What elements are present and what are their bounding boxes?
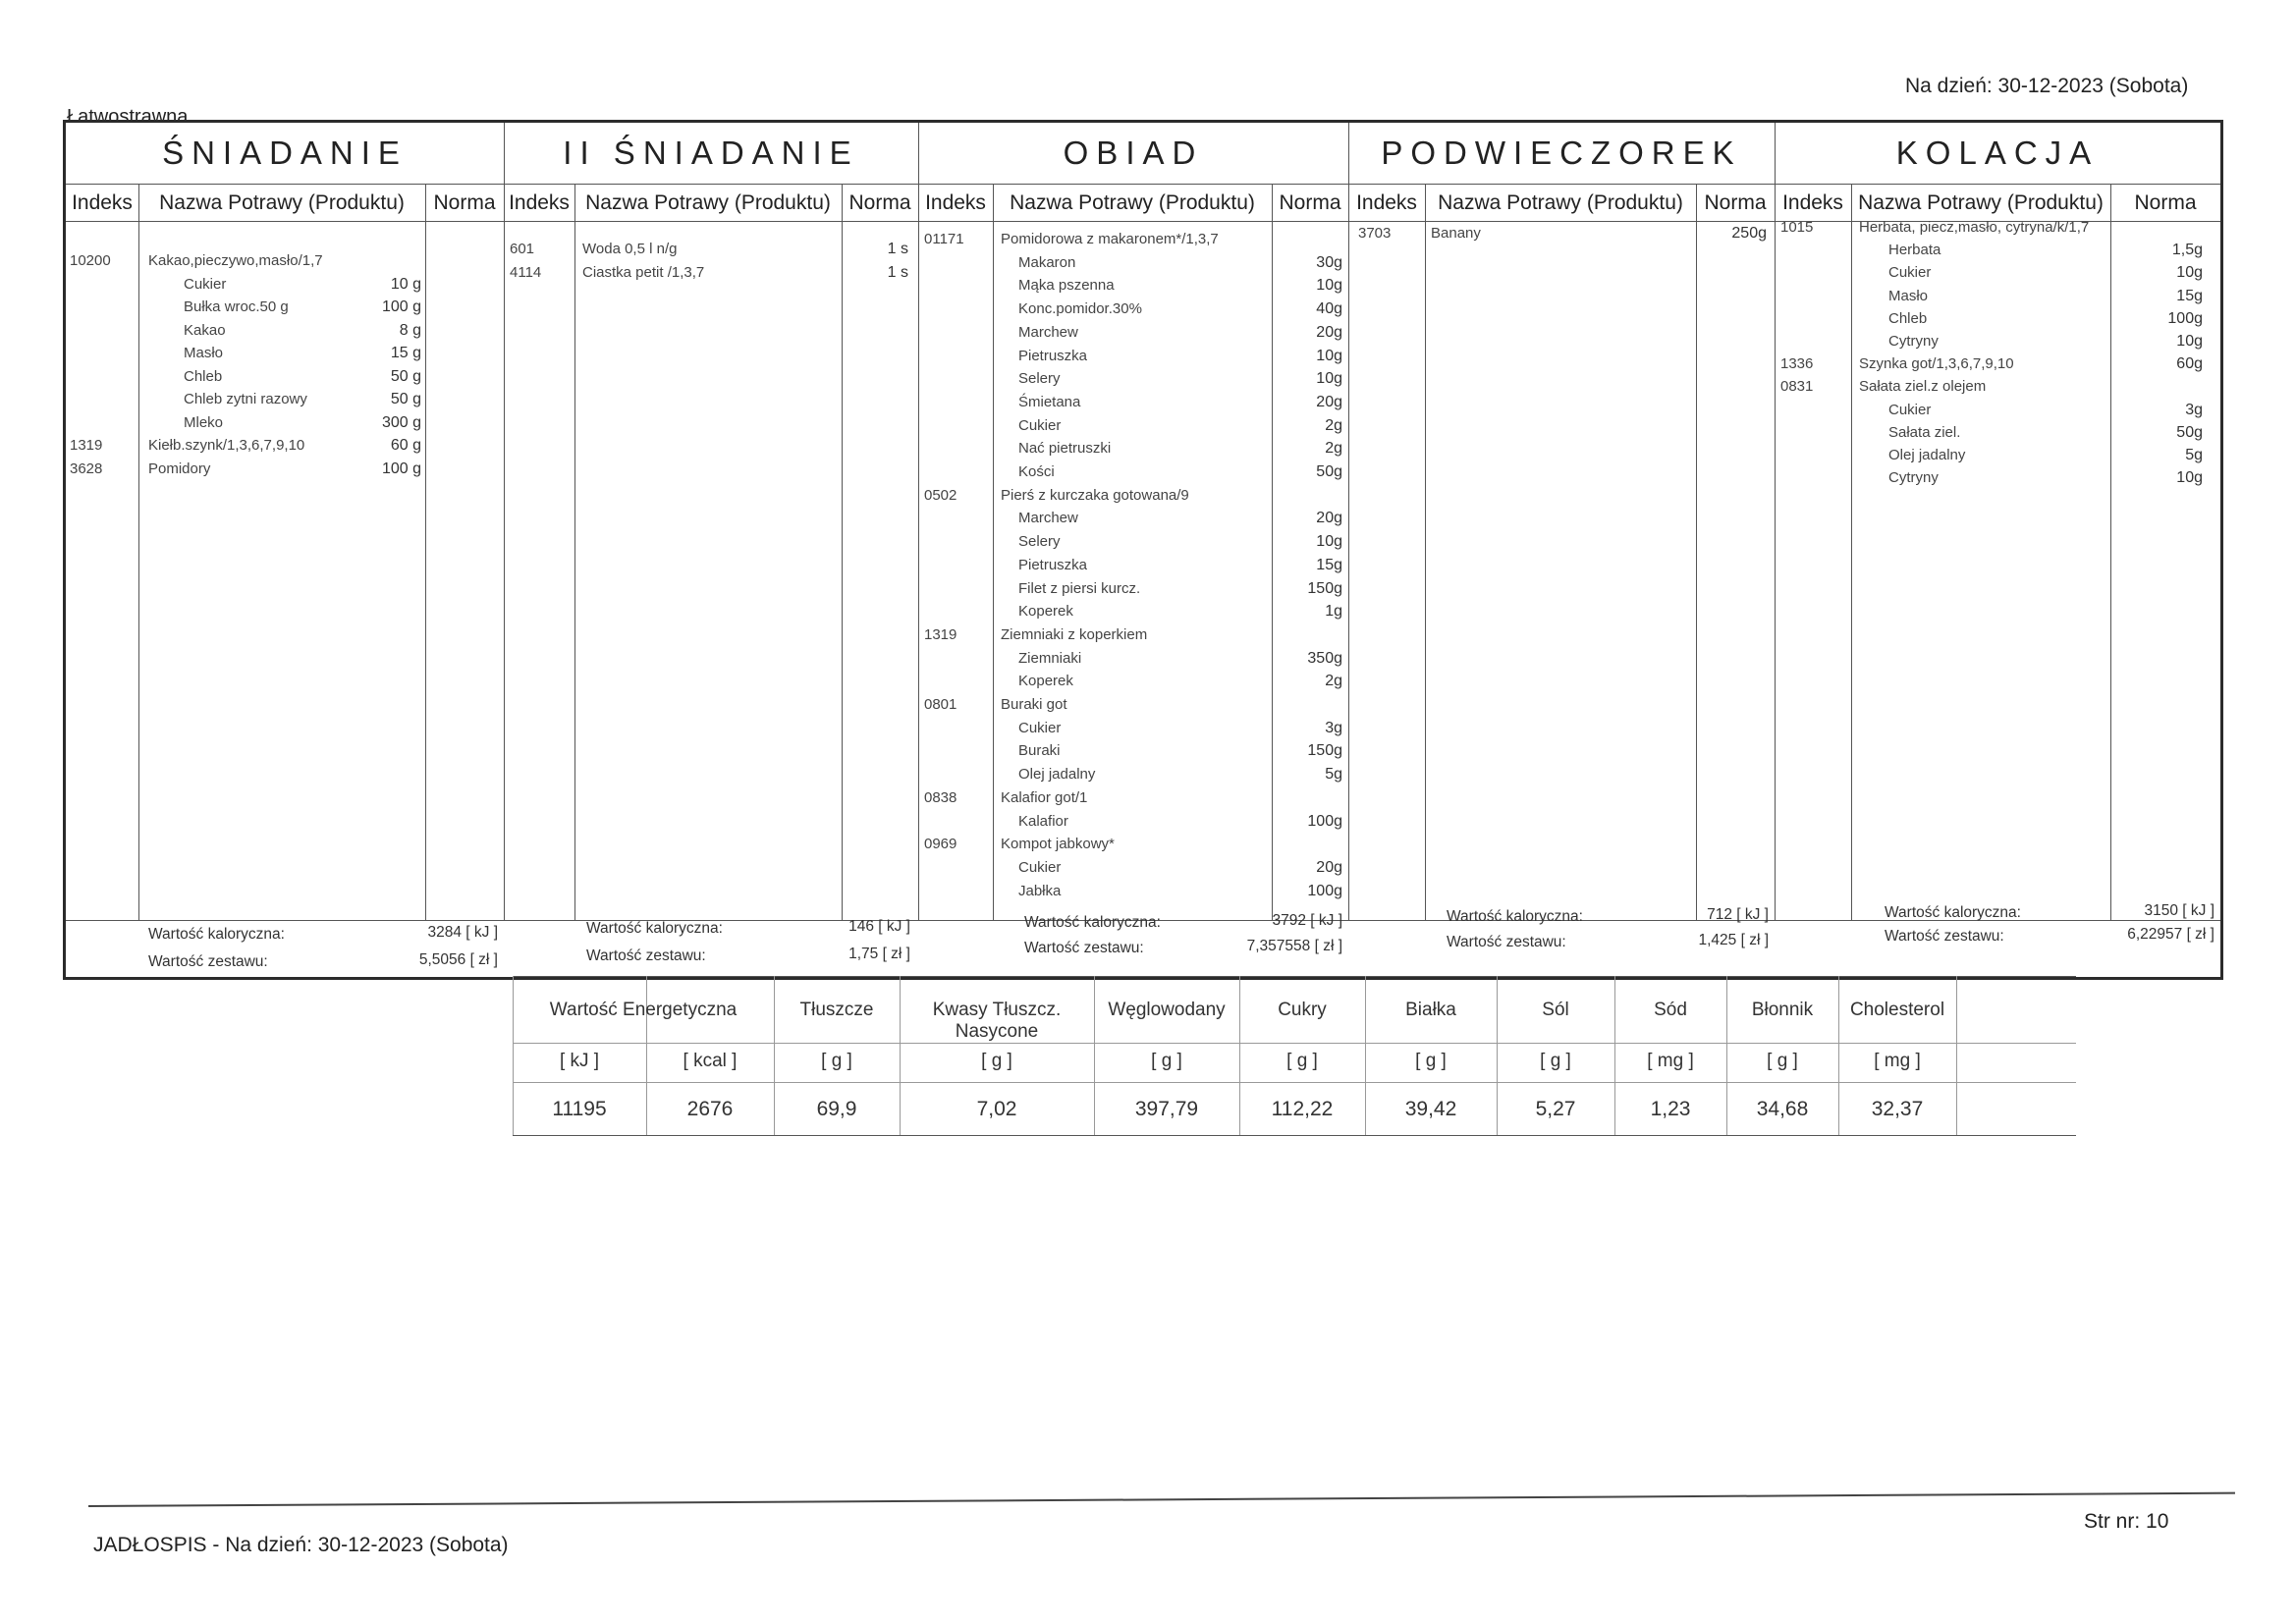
row-norm: 10g — [1316, 370, 1342, 388]
nutrition-header: Tłuszcze — [799, 1000, 874, 1020]
row-norm: 50 g — [390, 367, 421, 385]
row-name: Banany — [1431, 225, 1481, 242]
divider — [1851, 184, 1852, 920]
divider — [1348, 123, 1349, 920]
nutrition-value: 11195 — [552, 1098, 607, 1120]
row-name: Cukier — [1888, 401, 1932, 418]
col-header-name: Nazwa Potrawy (Produktu) — [159, 191, 405, 214]
row-name: Koperek — [1018, 673, 1073, 690]
row-norm: 3g — [1325, 719, 1342, 736]
row-name: Sałata ziel.z olejem — [1859, 378, 1987, 396]
divider — [513, 976, 2076, 977]
row-norm: 2g — [1325, 416, 1342, 434]
set-cost-value: 7,357558 [ zł ] — [1246, 938, 1342, 954]
row-name: Herbata, piecz,masło, cytryna/k/1,7 — [1859, 219, 2090, 236]
row-name: Ziemniaki — [1018, 649, 1082, 667]
nutrition-unit: [ kcal ] — [683, 1051, 738, 1071]
row-norm: 1g — [1325, 603, 1342, 621]
nutrition-unit: [ mg ] — [1647, 1051, 1694, 1071]
row-name: Buraki got — [1001, 696, 1067, 713]
row-name: Cukier — [1018, 858, 1062, 876]
row-index: 3628 — [70, 460, 103, 477]
row-name: Kompot jabkowy* — [1001, 836, 1115, 853]
nutrition-header: Cholesterol — [1849, 1000, 1945, 1020]
col-header-norm: Norma — [2134, 191, 2197, 214]
menu-table — [63, 120, 2223, 980]
row-name: Mąka pszenna — [1018, 277, 1115, 295]
nutrition-unit: [ kJ ] — [559, 1051, 600, 1071]
nutrition-header: Kwasy Tłuszcz. Nasycone — [932, 1000, 1062, 1042]
col-header-index: Indeks — [509, 191, 570, 214]
set-cost-label: Wartość zestawu: — [586, 947, 706, 964]
divider — [1956, 976, 1957, 1135]
footer-title: JADŁOSPIS - Na dzień: 30-12-2023 (Sobota) — [93, 1534, 509, 1556]
row-norm: 20g — [1316, 510, 1342, 527]
calorific-value: 146 [ kJ ] — [848, 918, 910, 935]
row-norm: 150g — [1307, 742, 1342, 760]
row-name: Olej jadalny — [1888, 447, 1966, 463]
row-index: 0969 — [924, 836, 957, 853]
row-norm: 10 g — [390, 275, 421, 293]
nutrition-header: Węglowodany — [1108, 1000, 1226, 1020]
divider — [66, 184, 2220, 185]
nutrition-value: 397,79 — [1134, 1098, 1199, 1120]
col-header-index: Indeks — [1782, 191, 1843, 214]
row-name: Kakao — [184, 321, 226, 339]
row-norm: 20g — [1316, 393, 1342, 410]
row-index: 10200 — [70, 252, 111, 269]
set-cost-label: Wartość zestawu: — [1885, 928, 2004, 945]
row-norm: 350g — [1307, 649, 1342, 667]
row-norm: 2g — [1325, 673, 1342, 690]
nutrition-unit: [ g ] — [1151, 1051, 1182, 1071]
row-norm: 10g — [1316, 277, 1342, 295]
set-cost-label: Wartość zestawu: — [148, 953, 268, 970]
row-name: Kalafior — [1018, 812, 1068, 830]
row-norm: 2g — [1325, 440, 1342, 458]
divider — [138, 184, 139, 920]
col-header-index: Indeks — [72, 191, 133, 214]
row-norm: 10g — [2176, 264, 2203, 282]
row-name: Masło — [1888, 287, 1929, 304]
row-norm: 100g — [2167, 309, 2203, 327]
nutrition-unit: [ g ] — [821, 1051, 852, 1071]
row-name: Chleb — [1888, 309, 1928, 327]
row-name: Chleb — [184, 367, 223, 385]
row-norm: 40g — [1316, 300, 1342, 318]
row-name: Kości — [1018, 463, 1055, 480]
nutrition-value: 112,22 — [1271, 1098, 1334, 1120]
col-header-norm: Norma — [433, 191, 496, 214]
nutrition-unit: [ g ] — [1286, 1051, 1318, 1071]
set-cost-label: Wartość zestawu: — [1447, 934, 1566, 950]
meal-title-podwieczorek: PODWIECZOREK — [1381, 135, 1742, 171]
row-name: Selery — [1018, 533, 1061, 551]
col-header-name: Nazwa Potrawy (Produktu) — [1858, 191, 2104, 214]
nutrition-unit: [ g ] — [981, 1051, 1012, 1071]
diet-type: Łatwostrawna — [67, 106, 189, 128]
row-norm: 250g — [1731, 225, 1767, 242]
row-norm: 50g — [2176, 423, 2203, 441]
row-name: Ciastka petit /1,3,7 — [582, 263, 705, 281]
row-norm: 20g — [1316, 323, 1342, 341]
row-norm: 10g — [2176, 469, 2203, 487]
row-index: 4114 — [510, 263, 542, 281]
calorific-label: Wartość kaloryczna: — [1024, 914, 1161, 931]
row-norm: 300 g — [381, 413, 421, 431]
row-name: Pietruszka — [1018, 347, 1088, 364]
row-name: Cukier — [1018, 719, 1062, 736]
meal-title-sniadanie: ŚNIADANIE — [162, 135, 408, 171]
row-norm: 15g — [1316, 556, 1342, 573]
row-name: Cukier — [184, 275, 227, 293]
row-name: Cytryny — [1888, 333, 1939, 350]
row-norm: 15 g — [390, 345, 421, 361]
row-name: Pomidory — [148, 460, 211, 477]
divider — [504, 123, 505, 920]
nutrition-value: 5,27 — [1535, 1098, 1576, 1120]
row-index: 3703 — [1358, 225, 1392, 242]
nutrition-value: 39,42 — [1404, 1098, 1457, 1120]
row-norm: 60g — [2176, 355, 2203, 373]
nutrition-header: Sód — [1654, 1000, 1687, 1020]
divider — [1775, 123, 1776, 920]
row-name: Ziemniaki z koperkiem — [1001, 625, 1148, 643]
row-name: Herbata — [1888, 242, 1941, 259]
row-norm: 50 g — [390, 391, 421, 407]
nutrition-value: 2676 — [686, 1098, 734, 1120]
calorific-label: Wartość kaloryczna: — [148, 926, 285, 943]
set-cost-value: 5,5056 [ zł ] — [418, 951, 498, 968]
row-index: 0502 — [924, 486, 957, 504]
row-name: Marchew — [1018, 323, 1078, 341]
col-header-norm: Norma — [848, 191, 911, 214]
divider — [513, 1043, 2076, 1044]
divider — [1425, 184, 1426, 920]
col-header-index: Indeks — [925, 191, 986, 214]
row-index: 1319 — [70, 437, 103, 454]
row-name: Chleb zytni razowy — [184, 391, 307, 407]
calorific-value: 712 [ kJ ] — [1707, 906, 1769, 923]
nutrition-value: 69,9 — [816, 1098, 857, 1120]
row-name: Olej jadalny — [1018, 766, 1096, 784]
row-name: Filet z piersi kurcz. — [1018, 579, 1141, 597]
col-header-norm: Norma — [1704, 191, 1767, 214]
col-header-name: Nazwa Potrawy (Produktu) — [1010, 191, 1255, 214]
footer-rule — [88, 1492, 2235, 1507]
row-norm: 30g — [1316, 253, 1342, 271]
row-index: 601 — [510, 241, 535, 257]
calorific-value: 3284 [ kJ ] — [427, 924, 498, 941]
row-norm: 10g — [1316, 533, 1342, 551]
row-name: Cytryny — [1888, 469, 1939, 487]
divider — [993, 184, 994, 920]
divider — [574, 184, 575, 920]
row-norm: 1 s — [887, 241, 908, 257]
row-norm: 60 g — [390, 437, 421, 454]
nutrition-header: Cukry — [1278, 1000, 1327, 1020]
row-name: Selery — [1018, 370, 1061, 388]
row-name: Mleko — [184, 413, 224, 431]
set-cost-value: 1,425 [ zł ] — [1698, 932, 1769, 948]
nutrition-value: 7,02 — [976, 1098, 1017, 1120]
row-norm: 5g — [1325, 766, 1342, 784]
menu-date: Na dzień: 30-12-2023 (Sobota) — [1905, 75, 2189, 97]
row-norm: 15g — [2176, 287, 2203, 304]
row-name: Nać pietruszki — [1018, 440, 1112, 458]
row-name: Konc.pomidor.30% — [1018, 300, 1142, 318]
nutrition-header: Sól — [1542, 1000, 1569, 1020]
divider — [513, 1135, 2076, 1136]
calorific-value: 3792 [ kJ ] — [1272, 912, 1342, 929]
row-name: Cukier — [1018, 416, 1062, 434]
calorific-label: Wartość kaloryczna: — [1885, 904, 2021, 921]
row-name: Buraki — [1018, 742, 1061, 760]
nutrition-summary-table — [513, 970, 2076, 1139]
row-norm: 1,5g — [2171, 242, 2203, 259]
row-norm: 20g — [1316, 858, 1342, 876]
nutrition-header: Wartość Energetyczna — [549, 1000, 738, 1020]
col-header-norm: Norma — [1279, 191, 1341, 214]
set-cost-label: Wartość zestawu: — [1024, 940, 1144, 956]
meal-title-ii-sniadanie: II ŚNIADANIE — [563, 135, 859, 171]
set-cost-value: 1,75 [ zł ] — [848, 946, 910, 962]
row-name: Kakao,pieczywo,masło/1,7 — [148, 252, 323, 269]
row-index: 1319 — [924, 625, 957, 643]
page-number: Str nr: 10 — [2084, 1510, 2169, 1533]
row-name: Kiełb.szynk/1,3,6,7,9,10 — [148, 437, 305, 454]
row-norm: 8 g — [399, 321, 421, 339]
divider — [513, 1082, 2076, 1083]
row-norm: 150g — [1307, 579, 1342, 597]
nutrition-header: Białka — [1405, 1000, 1456, 1020]
col-header-index: Indeks — [1356, 191, 1417, 214]
row-norm: 100 g — [381, 460, 421, 477]
row-name: Woda 0,5 l n/g — [582, 241, 678, 257]
nutrition-unit: [ g ] — [1540, 1051, 1571, 1071]
row-name: Jabłka — [1018, 882, 1062, 899]
nutrition-value: 1,23 — [1650, 1098, 1691, 1120]
row-norm: 10g — [1316, 347, 1342, 364]
row-index: 0801 — [924, 696, 957, 713]
row-index: 1015 — [1780, 219, 1814, 236]
col-header-name: Nazwa Potrawy (Produktu) — [1438, 191, 1683, 214]
divider — [1696, 184, 1697, 920]
row-name: Pierś z kurczaka gotowana/9 — [1001, 486, 1189, 504]
nutrition-header: Błonnik — [1751, 1000, 1814, 1020]
row-index: 01171 — [924, 231, 964, 247]
row-name: Bułka wroc.50 g — [184, 298, 289, 315]
row-name: Szynka got/1,3,6,7,9,10 — [1859, 355, 2014, 373]
row-name: Koperek — [1018, 603, 1073, 621]
row-norm: 100g — [1307, 812, 1342, 830]
row-norm: 5g — [2185, 447, 2203, 463]
divider — [425, 184, 426, 920]
row-index: 1336 — [1780, 355, 1814, 373]
row-index: 0831 — [1780, 378, 1814, 396]
calorific-value: 3150 [ kJ ] — [2144, 902, 2214, 919]
nutrition-unit: [ mg ] — [1874, 1051, 1921, 1071]
nutrition-value: 34,68 — [1756, 1098, 1809, 1120]
meal-title-obiad: OBIAD — [1063, 135, 1204, 171]
row-name: Pietruszka — [1018, 556, 1088, 573]
nutrition-unit: [ g ] — [1415, 1051, 1447, 1071]
row-index: 0838 — [924, 788, 957, 806]
row-norm: 3g — [2185, 401, 2203, 418]
row-norm: 100 g — [381, 298, 421, 315]
divider — [918, 123, 919, 920]
nutrition-value: 32,37 — [1871, 1098, 1924, 1120]
row-norm: 50g — [1316, 463, 1342, 480]
meal-title-kolacja: KOLACJA — [1895, 135, 2100, 171]
row-name: Kalafior got/1 — [1001, 788, 1088, 806]
row-name: Makaron — [1018, 253, 1076, 271]
nutrition-unit: [ g ] — [1767, 1051, 1798, 1071]
row-name: Cukier — [1888, 264, 1932, 282]
row-name: Sałata ziel. — [1888, 423, 1961, 441]
row-name: Pomidorowa z makaronem*/1,3,7 — [1001, 231, 1219, 247]
set-cost-value: 6,22957 [ zł ] — [2127, 926, 2214, 943]
calorific-label: Wartość kaloryczna: — [1447, 908, 1583, 925]
row-norm: 1 s — [887, 263, 908, 281]
row-norm: 10g — [2176, 333, 2203, 350]
col-header-name: Nazwa Potrawy (Produktu) — [585, 191, 831, 214]
divider — [842, 184, 843, 920]
row-name: Marchew — [1018, 510, 1078, 527]
calorific-label: Wartość kaloryczna: — [586, 920, 723, 937]
row-name: Śmietana — [1018, 393, 1081, 410]
row-name: Masło — [184, 345, 224, 361]
row-norm: 100g — [1307, 882, 1342, 899]
